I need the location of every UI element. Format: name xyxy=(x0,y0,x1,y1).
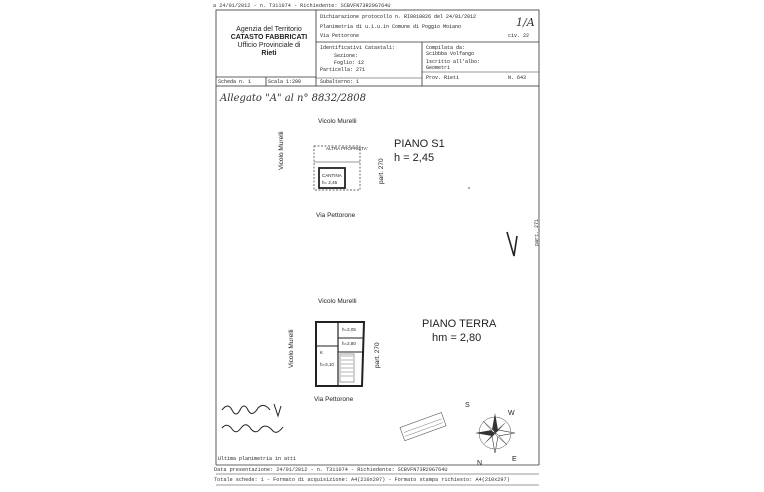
albo-value: Geometri xyxy=(426,65,451,71)
terra-room3-height: h=3,10 xyxy=(320,362,334,367)
prov-value: Prov. Rieti xyxy=(426,75,460,81)
particella: Particella: 271 xyxy=(320,67,366,73)
scheda-label: Scheda n. 1 xyxy=(218,79,252,85)
civ-text: civ. 22 xyxy=(508,33,530,39)
compass-w: W xyxy=(508,410,515,417)
scan-header: a 24/01/2012 - n. T311074 - Richiedente: SCBVFN73R29G764U xyxy=(213,3,391,9)
iscritto-label: Iscritto all'albo: xyxy=(426,59,481,65)
agency-line2: CATASTO FABBRICATI xyxy=(230,34,308,41)
planimetry-text: Planimetria di u.i.u.in Comune di Poggio Moiano xyxy=(320,24,462,30)
allegato-annotation: Allegato "A" al n° 8832/2808 xyxy=(220,93,366,104)
signature-2 xyxy=(222,425,283,433)
compass-s: S xyxy=(465,402,470,409)
scan-footer-2: Totale schede: 1 - Formato di acquisizione: A4(210x297) - Formato stampa richiesto: A4(210x297) xyxy=(214,477,510,483)
signature-1 xyxy=(222,405,270,414)
last-planimetry-note: Ultima planimetria in atti xyxy=(218,456,297,462)
foglio: Foglio: 12 xyxy=(334,60,365,66)
s1-title: PIANO S1 xyxy=(394,138,445,150)
sheet-number: 1/A xyxy=(516,16,535,29)
scan-footer-1: Data presentazione: 24/01/2012 - n. T311074 - Richiedente: SCBVFN73R29G764U xyxy=(214,467,448,473)
street-text: Via Pettorone xyxy=(320,33,360,39)
terra-east-label: part. 270 xyxy=(374,342,381,368)
agency-line3: Ufficio Provinciale di xyxy=(237,42,301,49)
protocol-text: Dichiarazione protocollo n. RI0010826 del 24/01/2012 xyxy=(320,14,477,20)
scala-label: Scala 1:200 xyxy=(268,79,302,85)
compass-rose xyxy=(475,413,515,453)
sezione: Sezione: xyxy=(334,53,359,59)
terra-room3: K xyxy=(320,350,324,355)
terra-north-label: Vicolo Murelli xyxy=(318,298,357,305)
stamp xyxy=(400,413,446,441)
s1-west-label: Vicolo Murelli xyxy=(278,131,285,170)
terra-room2-height: h=2,80 xyxy=(342,341,356,346)
document-page xyxy=(212,0,548,492)
subalterno: Subalterno: 1 xyxy=(320,79,360,85)
terra-south-label: Via Pettorone xyxy=(314,396,354,403)
s1-north-label: Vicolo Murelli xyxy=(318,118,357,125)
agency-block xyxy=(226,26,312,58)
right-margin-note: part. 271 xyxy=(534,218,540,246)
s1-east-label: part. 270 xyxy=(378,158,385,184)
terra-room1-height: h=2,05 xyxy=(342,327,356,332)
compass-e: E xyxy=(512,456,517,463)
num-value: N. 643 xyxy=(508,75,527,81)
s1-room: CANTINA xyxy=(322,173,342,178)
s1-room-height: h= 2,45 xyxy=(322,180,338,185)
compass-n: N xyxy=(477,460,483,467)
agency-line4: Rieti xyxy=(261,50,277,57)
s1-other-property: ALTRA PROPRIETA' xyxy=(326,146,368,151)
ident-title: Identificativi Catastali: xyxy=(320,45,396,51)
terra-title: PIANO TERRA xyxy=(422,318,497,330)
terra-west-label: Vicolo Murelli xyxy=(288,329,295,368)
s1-height: h = 2,45 xyxy=(394,152,435,164)
agency-line1: Agenzia del Territorio xyxy=(236,26,302,33)
terra-height: hm = 2,80 xyxy=(432,332,482,344)
s1-south-label: Via Pettorone xyxy=(316,212,356,219)
compiler-name: Scibbba Volfango xyxy=(426,51,475,57)
drawing-layer xyxy=(212,0,548,492)
compilata-label: Compilata da: xyxy=(426,45,466,51)
